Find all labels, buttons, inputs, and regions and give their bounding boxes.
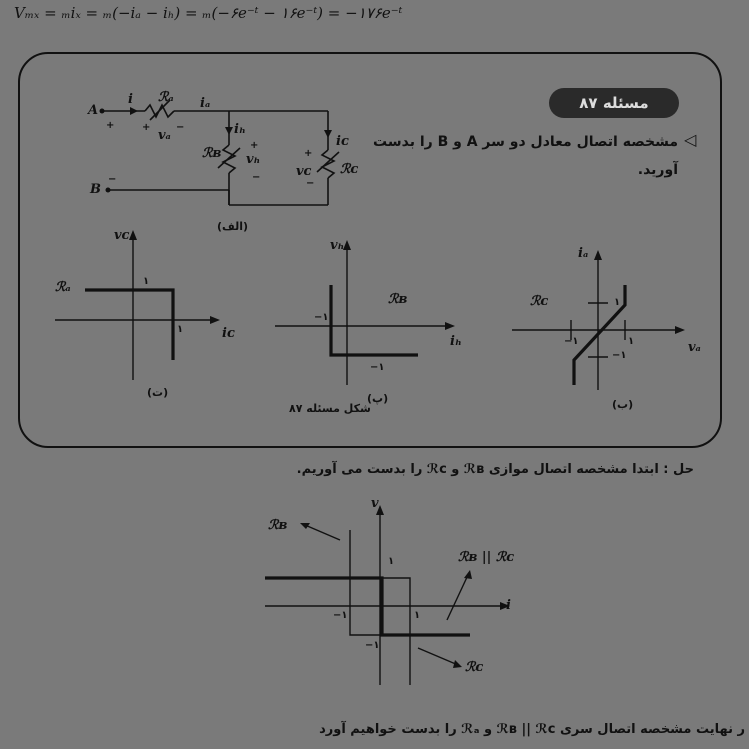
combined-rb-label: ℛʙ <box>268 518 288 533</box>
combined-parallel-label: ℛʙ || ℛᴄ <box>458 550 515 565</box>
ra-graph-xlabel: iᴄ <box>222 326 235 341</box>
parallel-pointer-arrow <box>464 570 472 579</box>
rc-tick-x2: ۱ <box>628 336 635 347</box>
problem-line-2: آورید. <box>637 162 678 178</box>
rc-graph-element: ℛᴄ <box>530 294 549 309</box>
va-label: vₐ <box>158 128 171 143</box>
vc-label: vᴄ <box>296 164 312 179</box>
solution-text: حل : ابتدا مشخصه اتصال موازی ℛʙ و ℛᴄ را بدست می آوریم. <box>296 462 694 477</box>
plus-rc: + <box>304 148 313 159</box>
rb-label: ℛʙ <box>202 146 222 161</box>
speaker-icon: ◁ <box>684 130 697 149</box>
plus-a: + <box>106 120 115 131</box>
minus-ra: − <box>176 122 185 133</box>
current-ic-label: iᴄ <box>336 134 349 149</box>
combined-tick-y1: ۱ <box>388 556 395 567</box>
rc-graph-ylabel: iₐ <box>578 246 589 261</box>
problem-badge: مسئله ۸۷ <box>549 88 679 118</box>
rb-graph-element: ℛʙ <box>388 292 408 307</box>
combined-rc-label: ℛᴄ <box>465 660 484 675</box>
circuit-caption: (الف) <box>217 220 249 233</box>
combined-tick-y2: −۱ <box>365 640 380 651</box>
ra-tick-x: ۱ <box>177 324 184 335</box>
rb-graph-caption: (پ) <box>367 392 389 405</box>
combined-xlabel: i <box>506 598 511 613</box>
figure-caption: شکل مسئله ۸۷ <box>289 402 371 415</box>
rc-tick-y1: ۱ <box>614 297 621 308</box>
ra-tick-y: ۱ <box>143 276 150 287</box>
rb-graph-ylabel: vₕ <box>330 238 345 253</box>
plus-ra: + <box>142 122 151 133</box>
rc-tick-x1: −۱ <box>564 336 579 347</box>
problem-line-1: مشخصه اتصال معادل دو سر A و B را بدست <box>373 134 678 150</box>
ra-label: ℛₐ <box>158 90 174 105</box>
plus-rb: + <box>250 140 259 151</box>
rc-pointer-arrow <box>453 660 462 668</box>
minus-b: − <box>108 174 117 185</box>
combined-tick-x2: ۱ <box>414 610 421 621</box>
equation-line: Vₘₓ = ₘiₓ = ₘ(−iₐ − iₕ) = ₘ(−۶e⁻ᵗ − ۱۶e⁻ᵗ) = −۱۷۶e⁻ᵗ <box>14 4 403 22</box>
rc-label: ℛᴄ <box>340 162 359 177</box>
current-ia-label: iₐ <box>200 96 211 111</box>
rb-tick-x: −۱ <box>314 312 329 323</box>
combined-ylabel: v <box>371 496 379 511</box>
minus-rc: − <box>306 178 315 189</box>
node-b-label: B <box>90 182 101 197</box>
parallel-pointer <box>447 575 468 620</box>
rb-pointer <box>305 525 340 540</box>
current-ib-label: iₕ <box>234 122 246 137</box>
vb-label: vₕ <box>246 152 261 167</box>
ra-graph-element: ℛₐ <box>55 280 71 295</box>
rc-graph-xlabel: vₐ <box>688 340 701 355</box>
minus-rb: − <box>252 172 261 183</box>
node-a-label: A <box>88 103 99 118</box>
rc-tick-y2: −۱ <box>612 350 627 361</box>
final-text: ر نهایت مشخصه اتصال سری ℛʙ || ℛᴄ و ℛₐ را بدست خواهیم آورد <box>319 722 745 737</box>
combined-rc-curve <box>265 578 410 685</box>
current-i-label: i <box>128 92 133 107</box>
ra-graph-ylabel: vᴄ <box>114 228 130 243</box>
rc-pointer <box>418 648 458 665</box>
rb-tick-y: −۱ <box>370 362 385 373</box>
rb-graph-xlabel: iₕ <box>450 334 462 349</box>
combined-tick-x1: −۱ <box>333 610 348 621</box>
rc-graph-caption: (ب) <box>612 398 634 411</box>
ra-graph-caption: (ت) <box>147 386 169 399</box>
